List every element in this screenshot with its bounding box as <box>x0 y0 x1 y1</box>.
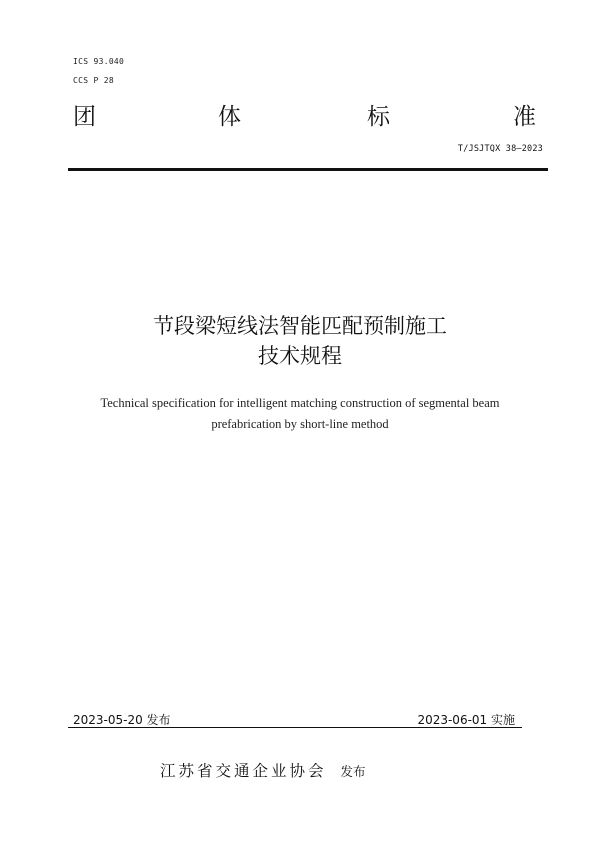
footer-rule <box>68 727 522 728</box>
standard-type-char: 准 <box>513 104 536 130</box>
standard-number: T/JSJTQX 38—2023 <box>457 144 543 154</box>
publisher-line <box>160 759 366 781</box>
standard-type-char: 体 <box>218 104 241 130</box>
ics-code: ICS 93.040 <box>73 57 125 66</box>
english-title-line: prefabrication by short-line method <box>211 417 389 431</box>
issue-date: 2023-05-20 发布 <box>73 713 171 727</box>
standard-type-char: 团 <box>73 104 96 130</box>
english-title-line: Technical specification for intelligent matching construction of segmental beam <box>100 396 500 410</box>
standard-type-char: 标 <box>367 104 390 130</box>
chinese-title-line: 技术规程 <box>258 344 342 368</box>
ccs-code: CCS P 28 <box>73 76 114 85</box>
publisher-action: 发布 <box>340 764 366 779</box>
implementation-date: 2023-06-01 实施 <box>417 713 515 727</box>
chinese-title-line: 节段梁短线法智能匹配预制施工 <box>153 314 447 338</box>
english-title <box>60 393 540 435</box>
publisher-name: 江苏省交通企业协会 <box>160 762 327 780</box>
header-rule <box>68 168 548 171</box>
chinese-title <box>0 311 600 371</box>
